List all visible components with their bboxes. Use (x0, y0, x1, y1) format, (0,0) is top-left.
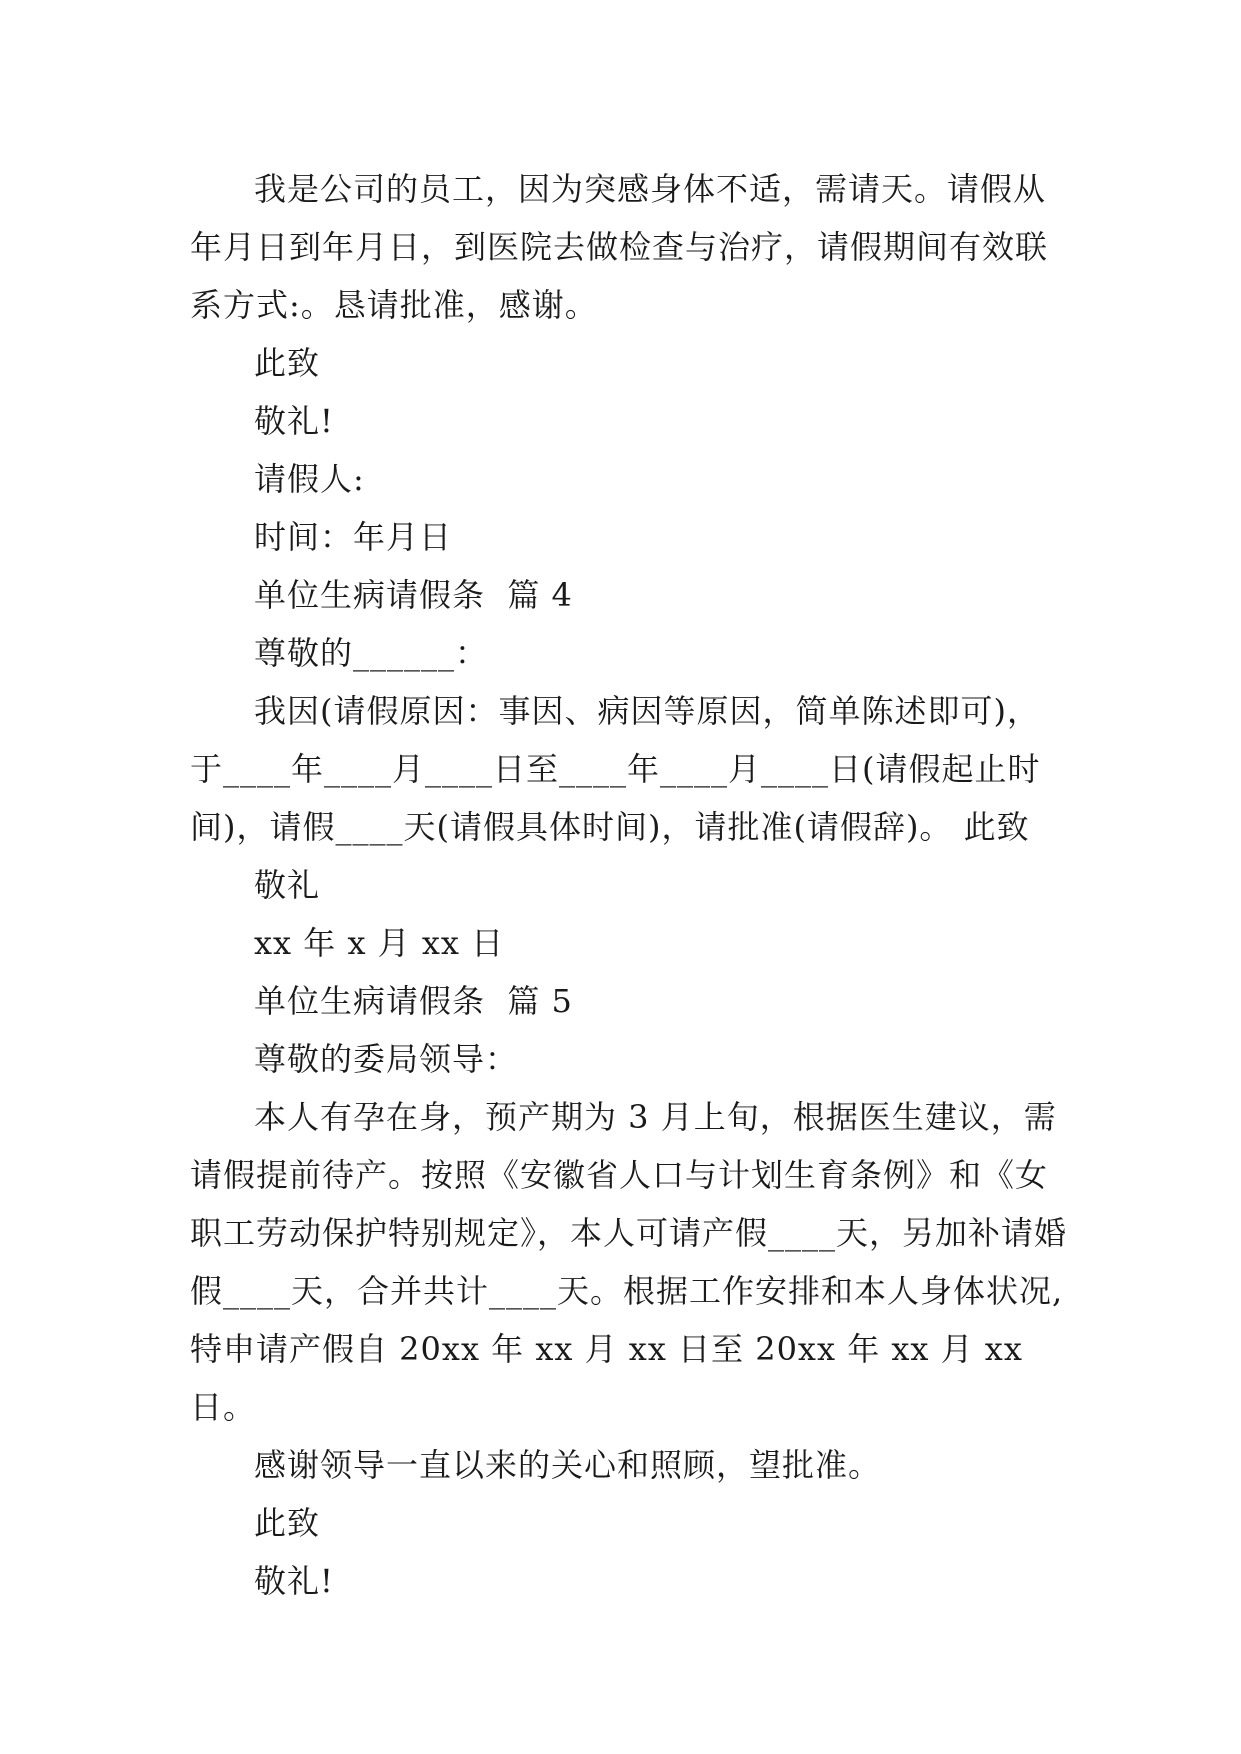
section-heading-4: 单位生病请假条 篇 4 (254, 576, 573, 614)
paragraph-addressee: 尊敬的______： (254, 634, 489, 672)
document-body (190, 160, 1070, 1610)
paragraph-date: 时间：年月日 (254, 518, 453, 556)
paragraph-closing-cizhi-2: 此致 (254, 1504, 321, 1542)
paragraph-salutation-jingli: 敬礼! (254, 402, 334, 440)
paragraph-applicant: 请假人: (254, 460, 365, 498)
paragraph-salutation-jingli-2: 敬礼 (254, 866, 321, 904)
paragraph-salutation-jingli-3: 敬礼! (254, 1562, 334, 1600)
paragraph-thanks: 感谢领导一直以来的关心和照顾，望批准。 (254, 1446, 882, 1484)
paragraph-closing-cizhi: 此致 (254, 344, 321, 382)
paragraph-sick-leave-request: 我是公司的员工，因为突感身体不适，需请天。请假从年月日到年月日，到医院去做检查与治疗，请假期间有效联系方式:。恳请批准，感谢。 (190, 170, 1049, 324)
paragraph-leave-template: 我因(请假原因：事因、病因等原因，简单陈述即可)，于____年____月____日至____年____月____日(请假起止时间)，请假____天(请假具体时间)，请批准(请假辞)。 此致 (190, 692, 1041, 846)
paragraph-maternity-leave: 本人有孕在身，预产期为 3 月上旬，根据医生建议，需请假提前待产。按照《安徽省人口与计划生育条例》和《女职工劳动保护特别规定》，本人可请产假____天，另加补请婚假____天，合并共计____天。根据工作安排和本人身体状况,特申请产假自 20xx 年 xx 月 xx 日至 20xx 年 xx 月 xx 日。 (190, 1098, 1068, 1426)
paragraph-addressee-leader: 尊敬的委局领导： (254, 1040, 519, 1078)
section-heading-5: 单位生病请假条 篇 5 (254, 982, 573, 1020)
paragraph-date-xx: xx 年 x 月 xx 日 (254, 924, 505, 962)
